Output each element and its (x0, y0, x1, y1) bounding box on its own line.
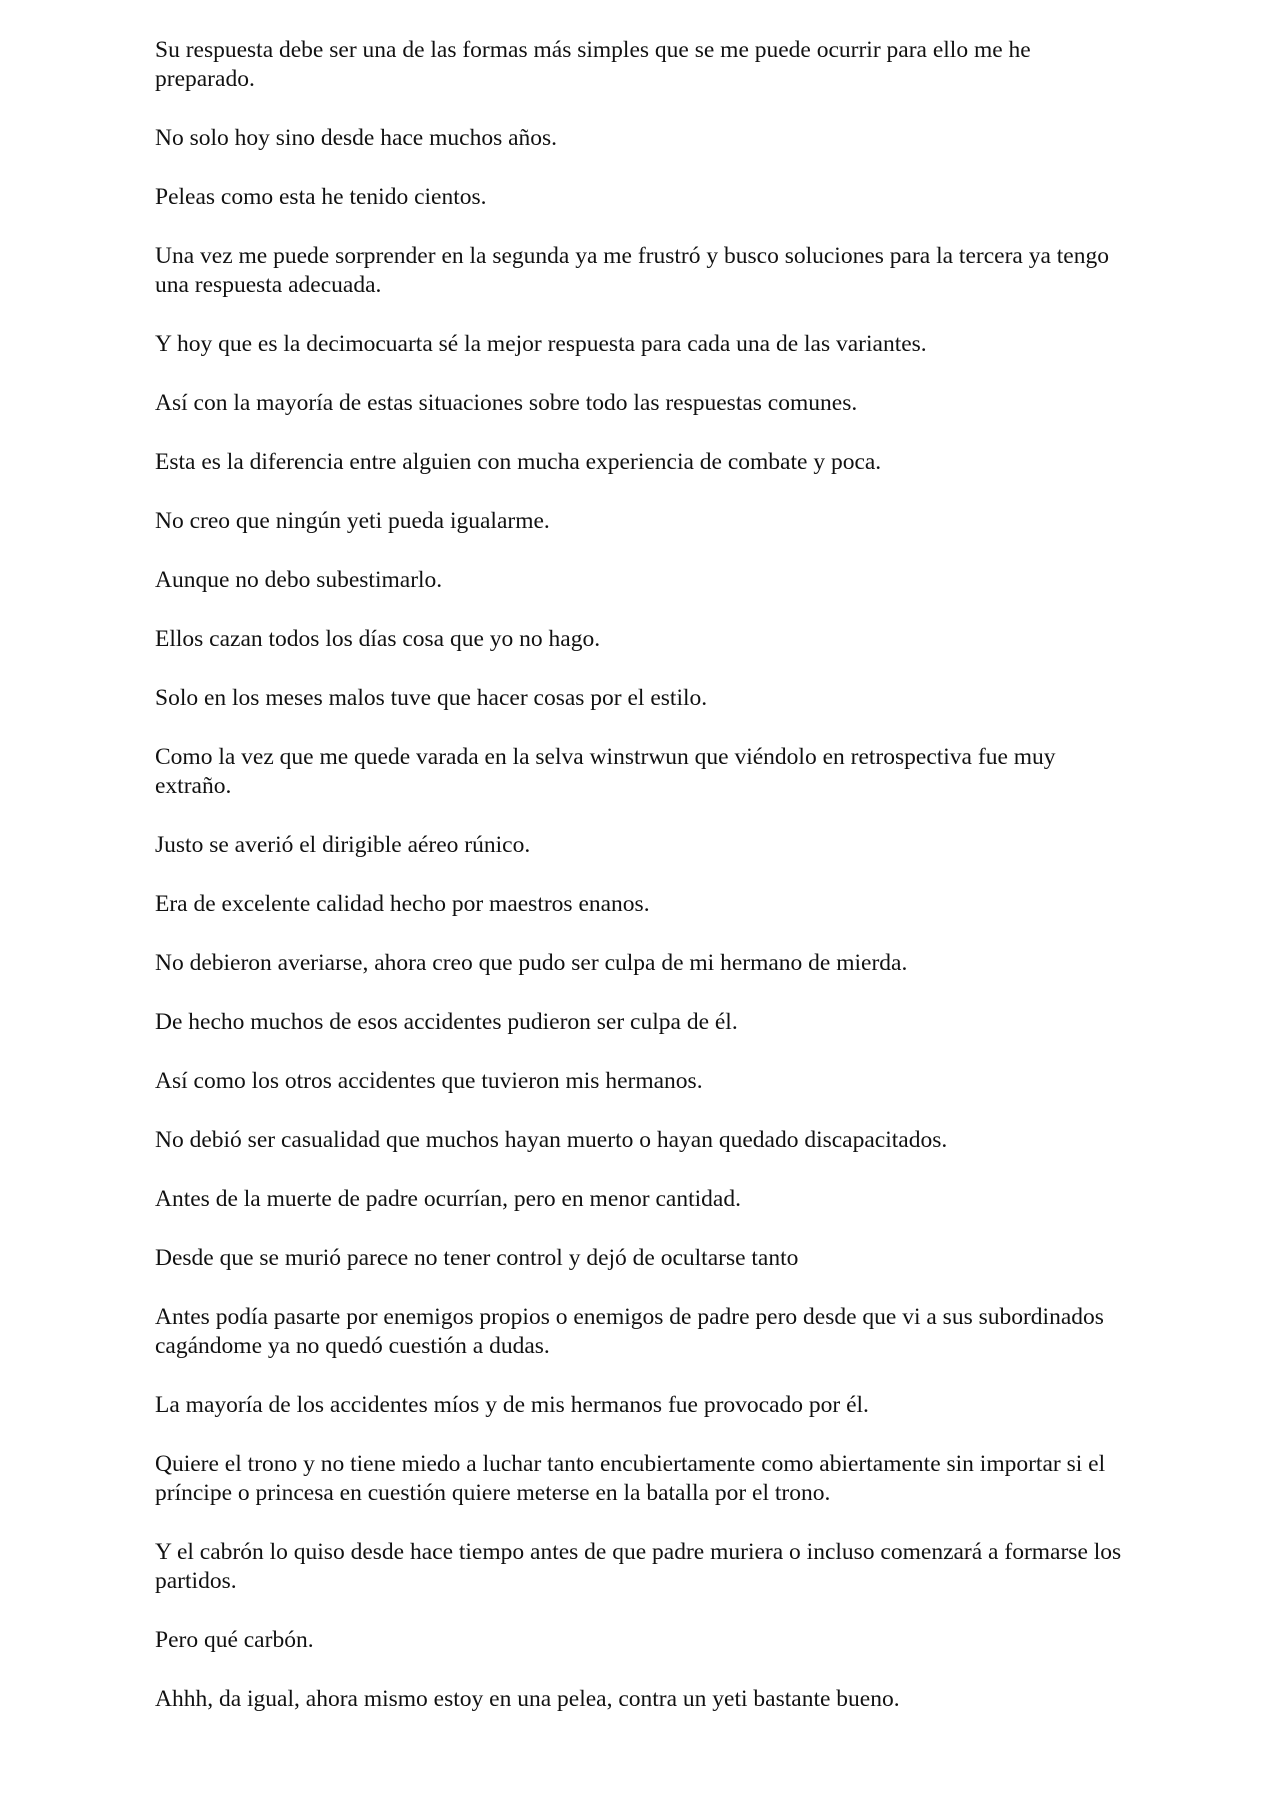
paragraph: Y hoy que es la decimocuarta sé la mejor respuesta para cada una de las variantes. (155, 331, 927, 357)
paragraph: Justo se averió el dirigible aéreo rúnico. (155, 832, 531, 858)
paragraph: Pero qué carbón. (155, 1627, 314, 1653)
paragraph: Ahhh, da igual, ahora mismo estoy en una pelea, contra un yeti bastante bueno. (155, 1686, 900, 1712)
paragraph: La mayoría de los accidentes míos y de mis hermanos fue provocado por él. (155, 1392, 869, 1418)
paragraph: Una vez me puede sorprender en la segunda ya me frustró y busco soluciones para la tercera ya tengo una respuesta adecuada. (155, 243, 1109, 298)
paragraph: Quiere el trono y no tiene miedo a luchar tanto encubiertamente como abiertamente sin importar si el príncipe o princesa en cuestión quiere meterse en la batalla por el trono. (155, 1451, 1106, 1506)
paragraph: No debieron averiarse, ahora creo que pudo ser culpa de mi hermano de mierda. (155, 950, 908, 976)
paragraph: Antes podía pasarte por enemigos propios o enemigos de padre pero desde que vi a sus subordinados cagándome ya no quedó cuestión a dudas. (155, 1304, 1104, 1359)
paragraph: Y el cabrón lo quiso desde hace tiempo antes de que padre muriera o incluso comenzará a formarse los partidos. (155, 1539, 1122, 1594)
paragraph: Antes de la muerte de padre ocurrían, pero en menor cantidad. (155, 1186, 741, 1212)
paragraph: Aunque no debo subestimarlo. (155, 567, 443, 593)
paragraph: No solo hoy sino desde hace muchos años. (155, 125, 558, 151)
paragraph: Desde que se murió parece no tener control y dejó de ocultarse tanto (155, 1245, 799, 1271)
paragraph: No debió ser casualidad que muchos hayan muerto o hayan quedado discapacitados. (155, 1127, 948, 1153)
paragraph: Su respuesta debe ser una de las formas más simples que se me puede ocurrir para ello me he preparado. (155, 37, 1031, 92)
paragraph: Ellos cazan todos los días cosa que yo no hago. (155, 626, 601, 652)
paragraph: Solo en los meses malos tuve que hacer cosas por el estilo. (155, 685, 708, 711)
paragraph: Así como los otros accidentes que tuvieron mis hermanos. (155, 1068, 703, 1094)
document-page (155, 36, 1135, 1744)
paragraph: Esta es la diferencia entre alguien con mucha experiencia de combate y poca. (155, 449, 882, 475)
paragraph: Como la vez que me quede varada en la selva winstrwun que viéndolo en retrospectiva fue muy extraño. (155, 744, 1056, 799)
paragraph: De hecho muchos de esos accidentes pudieron ser culpa de él. (155, 1009, 738, 1035)
paragraph: Así con la mayoría de estas situaciones sobre todo las respuestas comunes. (155, 390, 858, 416)
paragraph: Peleas como esta he tenido cientos. (155, 184, 487, 210)
paragraph: No creo que ningún yeti pueda igualarme. (155, 508, 550, 534)
paragraph: Era de excelente calidad hecho por maestros enanos. (155, 891, 650, 917)
